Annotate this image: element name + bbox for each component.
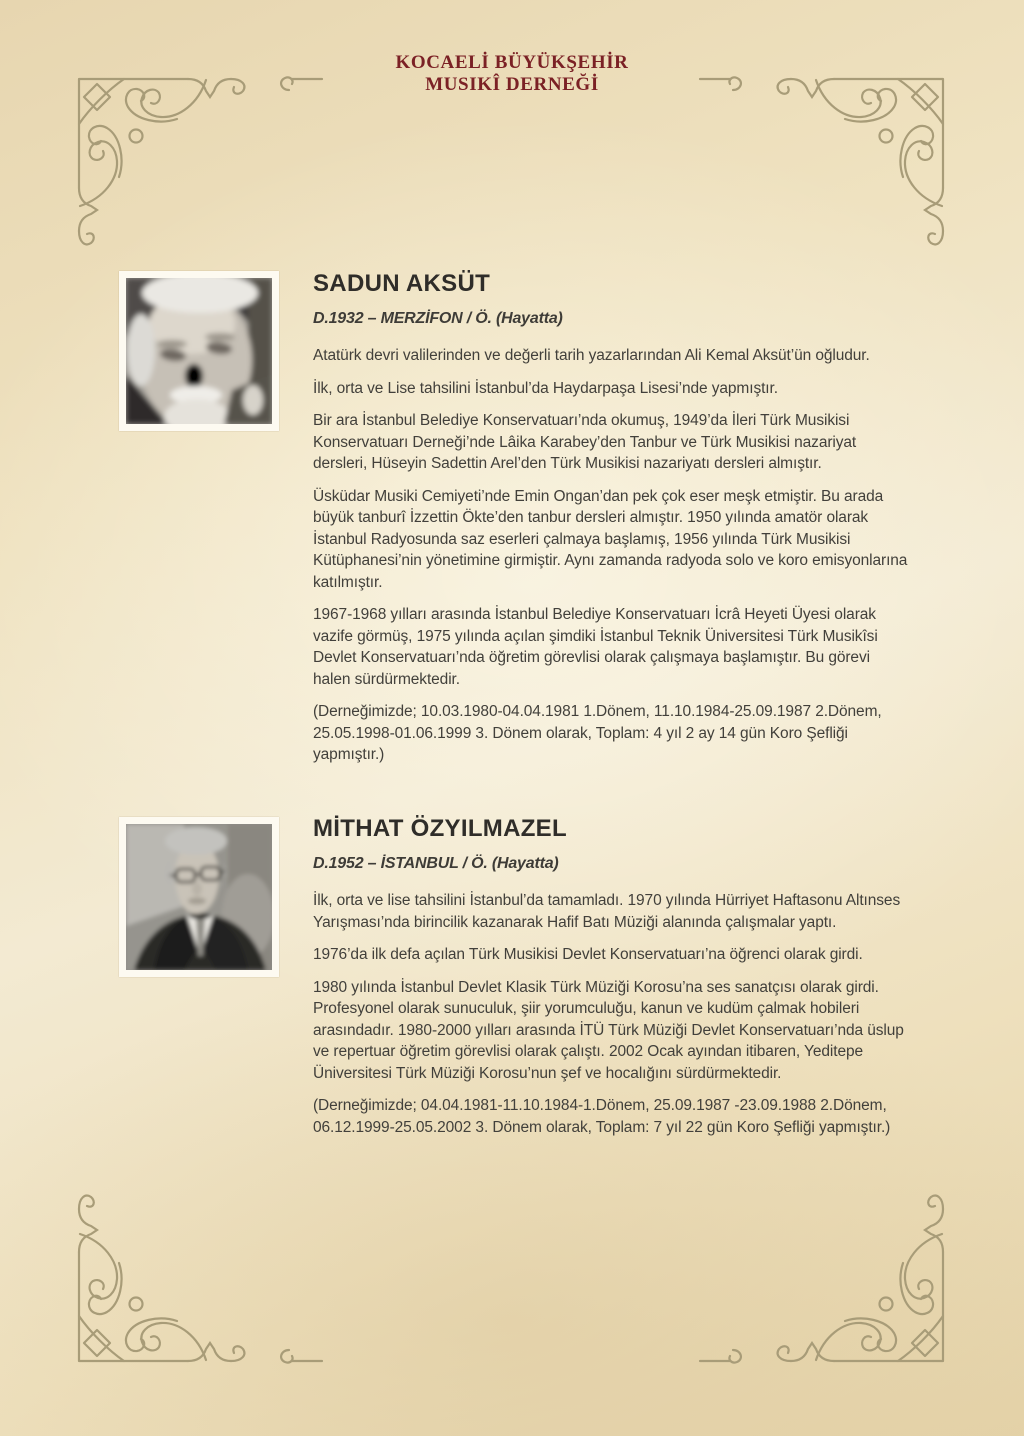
bio-section-sadun-aksut bbox=[313, 271, 910, 766]
portrait-photo-sadun-aksut bbox=[119, 271, 279, 431]
bio-lifeline: D.1932 – MERZİFON / Ö. (Hayatta) bbox=[313, 310, 563, 327]
corner-flourish-top-right-icon bbox=[696, 76, 946, 261]
bio-name-heading: MİTHAT ÖZYILMAZEL bbox=[313, 815, 567, 842]
corner-flourish-bottom-left-icon bbox=[76, 1179, 326, 1364]
bio-section-mithat-ozyilmazel bbox=[313, 816, 910, 1138]
org-title-line2: MUSIKÎ DERNEĞİ bbox=[425, 74, 599, 95]
bio-lifeline: D.1952 – İSTANBUL / Ö. (Hayatta) bbox=[313, 855, 559, 872]
bio-paragraph: (Derneğimizde; 10.03.1980-04.04.1981 1.Dönem, 11.10.1984-25.09.1987 2.Dönem, 25.05.1998-01.06.1999 3. Dönem olarak, Toplam: 4 yıl 2 ay 14 gün Koro Şefliği yapmıştır.) bbox=[313, 703, 882, 763]
org-title-line1: KOCAELİ BÜYÜKŞEHİR bbox=[395, 52, 629, 73]
bio-paragraph: Atatürk devri valilerinden ve değerli tarih yazarlarından Ali Kemal Aksüt’ün oğludur. bbox=[313, 347, 870, 364]
bio-paragraph: İlk, orta ve lise tahsilini İstanbul’da tamamladı. 1970 yılında Hürriyet Haftasonu Altınses Yarışması’nda birincilik kazanarak Hafif Batı Müziği alanında çalışmalar yaptı. bbox=[313, 892, 901, 931]
bio-paragraph: 1967-1968 yılları arasında İstanbul Belediye Konservatuarı İcrâ Heyeti Üyesi olarak vazife görmüş, 1975 yılında açılan şimdiki İstanbul Teknik Üniversitesi Türk Musikîsi Devlet Konservatuarı’nda öğretim görevlisi olarak çalışmaya başlamıştır. Bu görevi halen sürdürmektedir. bbox=[313, 606, 878, 688]
bio-paragraph: Üsküdar Musiki Cemiyeti’nde Emin Ongan’dan pek çok eser meşk etmiştir. Bu arada büyük tanburî İzzettin Ökte’den tanbur dersleri almıştır. 1950 yılında amatör olarak İstanbul Radyosunda saz eserleri çalmaya başlamış, 1956 yılında Türk Musikisi Kütüphanesi’nin yönetimine girmiştir. Aynı zamanda radyoda solo ve koro emisyonlarına katılmıştır. bbox=[313, 487, 908, 591]
portrait-photo-mithat-ozyilmazel bbox=[119, 817, 279, 977]
bio-paragraph: İlk, orta ve Lise tahsilini İstanbul’da Haydarpaşa Lisesi’nde yapmıştır. bbox=[313, 379, 778, 397]
bio-paragraph: 1980 yılında İstanbul Devlet Klasik Türk Müziği Korosu’na ses sanatçısı olarak girdi. Profesyonel olarak sunuculuk, şiir yorumculuğu, kanun ve kudüm çalmak hobileri arasındadır. 1980-2000 yılları arasında İTÜ Türk Müziği Devlet Konservatuarı’nda üslup ve repertuar öğretim görevlisi olarak çalıştı. 2002 Ocak ayından itibaren, Yeditepe Üniversitesi Türk Müziği Korosu’nun şef ve hocalığını sürdürmektedir. bbox=[313, 978, 904, 1082]
bio-paragraph: 1976’da ilk defa açılan Türk Musikisi Devlet Konservatuarı’na öğrenci olarak girdi. bbox=[313, 946, 863, 963]
portrait-man-glasses-icon bbox=[126, 824, 272, 970]
portrait-elderly-man-icon bbox=[126, 278, 272, 424]
corner-flourish-top-left-icon bbox=[76, 76, 326, 261]
corner-flourish-bottom-right-icon bbox=[696, 1179, 946, 1364]
bio-name-heading: SADUN AKSÜT bbox=[313, 270, 491, 297]
bio-paragraph: (Derneğimizde; 04.04.1981-11.10.1984-1.Dönem, 25.09.1987 -23.09.1988 2.Dönem, 06.12.1999-25.05.2002 3. Dönem olarak, Toplam: 7 yıl 22 gün Koro Şefliği yapmıştır.) bbox=[313, 1097, 891, 1136]
bio-paragraph: Bir ara İstanbul Belediye Konservatuarı’nda okumuş, 1949’da İleri Türk Musikisi Konservatuarı Derneği’nde Lâika Karabey’den Tanbur ve Türk Musikisi nazariyat dersleri, Hüseyin Sadettin Arel’den Türk Musikisi nazariyatı dersleri almıştır. bbox=[313, 412, 857, 472]
